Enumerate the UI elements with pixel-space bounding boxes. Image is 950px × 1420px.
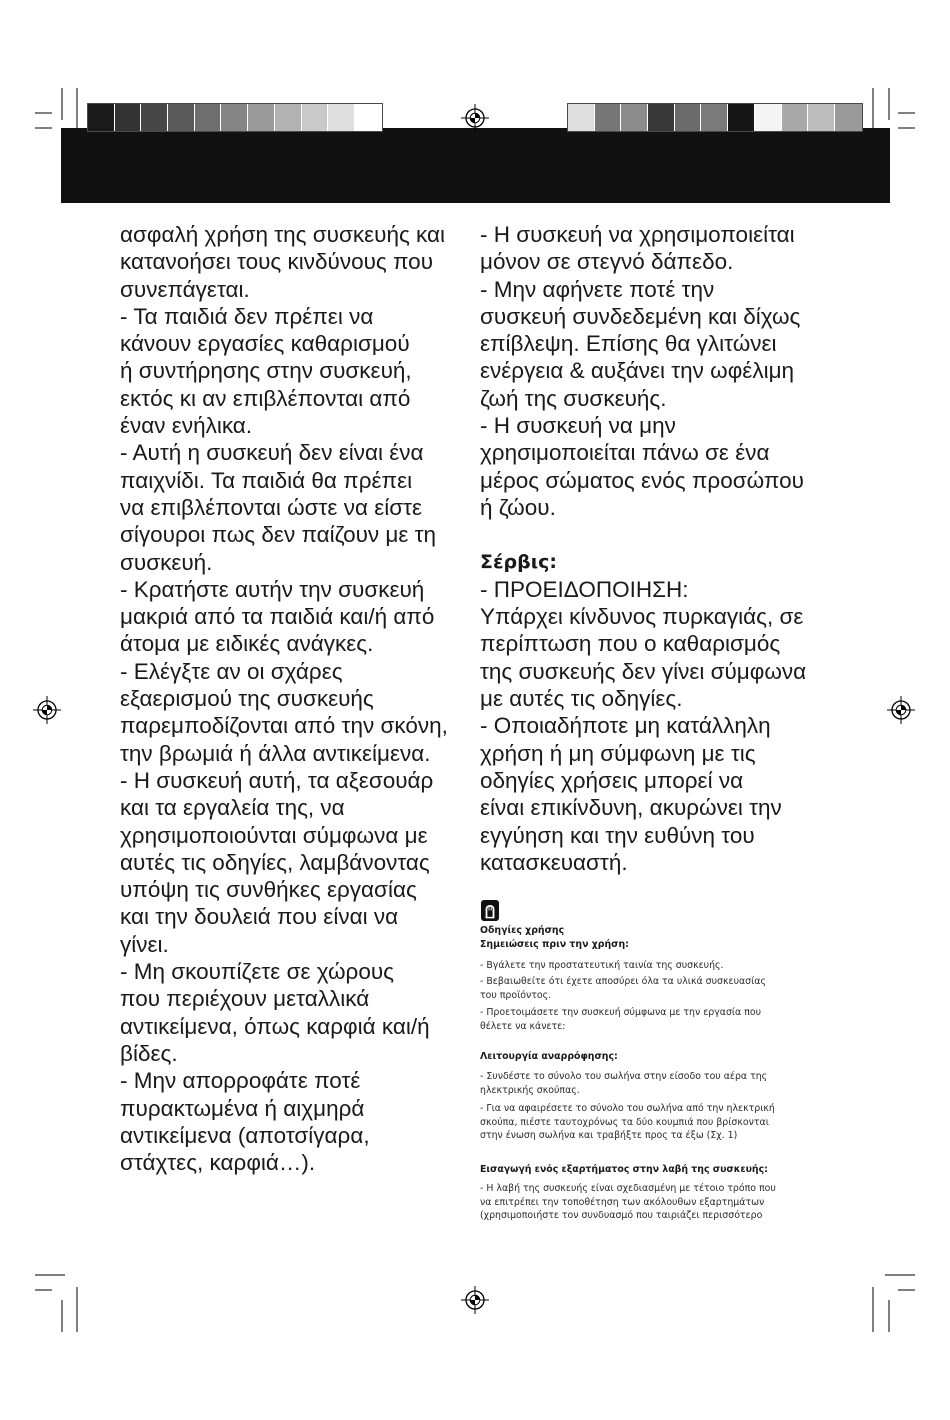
color-swatch <box>728 104 755 131</box>
accessory-item: - Η λαβή της συσκευής είναι σχεδιασμένη με τέτοιο τρόπο που να επιτρέπει την τοποθέτηση των ακόλουθων εξαρτημάτων (χρησιμοποιήστε τον συνδυασμό που ταιριάζει περισσότερο <box>480 1183 776 1221</box>
registration-mark-left <box>33 696 61 724</box>
usage-subtitle: Σημειώσεις πριν την χρήση: <box>480 938 629 950</box>
left-paragraph: - Κρατήστε αυτήν την συσκευή μακριά από τα παιδιά και/ή από άτομα με ειδικές ανάγκες. <box>120 576 435 657</box>
registration-mark-bottom <box>461 1286 489 1314</box>
color-swatch <box>141 104 168 131</box>
accessory-heading: Εισαγωγή ενός εξαρτήματος στην λαβή της συσκευής: <box>480 1164 768 1175</box>
suction-heading: Λειτουργία αναρρόφησης: <box>480 1051 618 1062</box>
color-swatch <box>275 104 302 131</box>
hand-icon <box>481 900 499 921</box>
crop-mark-bottom-left <box>35 1275 77 1332</box>
color-swatch <box>808 104 835 131</box>
color-swatch <box>595 104 622 131</box>
usage-title: Οδηγίες χρήσης <box>480 925 565 936</box>
color-swatch <box>221 104 248 131</box>
right-paragraph: - Η συσκευή να μην χρησιμοποιείται πάνω σε ένα μέρος σώματος ενός προσώπου ή ζώου. <box>480 413 804 520</box>
crop-mark-top-right <box>873 88 915 128</box>
service-heading: Σέρβις: <box>480 550 558 573</box>
color-swatch <box>355 104 382 131</box>
before-use-item: - Προετοιμάσετε την συσκευή σύμφωνα με την εργασία που θέλετε να κάνετε: <box>480 1007 762 1032</box>
suction-item: - Για να αφαιρέσετε το σύνολο του σωλήνα από την ηλεκτρική σκούπα, πιέστε ταυτοχρόνως τα δύο κουμπιά που βρίσκονται στην ένωση σωλήνα και τραβήξτε προς τα έξω (Σχ. 1) <box>480 1103 775 1141</box>
color-swatch <box>88 104 115 131</box>
left-paragraph: - Αυτή η συσκευή δεν είναι ένα παιχνίδι. Τα παιδιά θα πρέπει να επιβλέπονται ώστε να είστε σίγουροι πως δεν παίζουν με τη συσκευή. <box>120 440 437 575</box>
color-swatch <box>648 104 675 131</box>
left-paragraph: - Ελέγξτε αν οι σχάρες εξαερισμού της συσκευής παρεμποδίζονται από την σκόνη, την βρωμιά ή άλλα αντικείμενα. <box>120 658 448 766</box>
left-paragraph: - Μην απορροφάτε ποτέ πυρακτωμένα ή αιχμηρά αντικείμενα (αποτσίγαρα, στάχτες, καρφιά…). <box>120 1068 370 1176</box>
left-paragraph: - Τα παιδιά δεν πρέπει να κάνουν εργασίες καθαρισμού ή συντήρησης στην συσκευή, εκτός κι αν επιβλέπονται από έναν ενήλικα. <box>120 303 412 439</box>
color-swatch <box>755 104 782 131</box>
left-paragraph: - Η συσκευή αυτή, τα αξεσουάρ και τα εργαλεία της, να χρησιμοποιούνται σύμφωνα με αυτές τις οδηγίες, λαμβάνοντας υπόψη τις συνθήκες εργασίας και την δουλειά που είναι να γίνει. <box>120 767 434 957</box>
color-swatch <box>115 104 142 131</box>
header-band <box>61 128 890 203</box>
right-paragraph: - Η συσκευή να χρησιμοποιείται μόνον σε στεγνό δάπεδο. <box>480 222 795 275</box>
color-swatch <box>701 104 728 131</box>
left-text-column <box>120 221 448 1176</box>
color-swatch <box>195 104 222 131</box>
crop-mark-bottom-right <box>873 1275 915 1332</box>
crop-mark-top-left <box>35 88 77 128</box>
grayscale-color-bar-right <box>568 104 862 131</box>
right-paragraph: - ΠΡΟΕΙΔΟΠΟΙΗΣΗ: Υπάρχει κίνδυνος πυρκαγιάς, σε περίπτωση που ο καθαρισμός της συσκευής δεν γίνει σύμφωνα με αυτές τις οδηγίες. <box>480 576 807 712</box>
color-swatch <box>302 104 329 131</box>
left-paragraph: ασφαλή χρήση της συσκευής και κατανοήσει τους κινδύνους που συνεπάγεται. <box>120 222 446 302</box>
color-swatch <box>568 104 595 131</box>
color-swatch <box>168 104 195 131</box>
before-use-item: - Βεβαιωθείτε ότι έχετε αποσύρει όλα τα υλικά συσκευασίας του προϊόντος. <box>480 976 766 1001</box>
color-swatch <box>328 104 355 131</box>
right-paragraph: - Μην αφήνετε ποτέ την συσκευή συνδεδεμένη και δίχως επίβλεψη. Επίσης θα γλιτώνει ενέργεια & αυξάνει την ωφέλιμη ζωή της συσκευής. <box>480 276 801 411</box>
grayscale-color-bar-left <box>88 104 382 131</box>
color-swatch <box>621 104 648 131</box>
right-text-column <box>480 221 806 876</box>
color-swatch <box>248 104 275 131</box>
right-paragraph: - Οποιαδήποτε μη κατάλληλη χρήση ή μη σύμφωνη με τις οδηγίες χρήσεις μπορεί να είναι επικίνδυνη, ακυρώνει την εγγύηση και την ευθύνη του κατασκευαστή. <box>480 713 782 875</box>
color-swatch <box>675 104 702 131</box>
registration-mark-right <box>887 696 915 724</box>
color-swatch <box>782 104 809 131</box>
before-use-item: - Βγάλετε την προστατευτική ταινία της συσκευής. <box>480 960 724 971</box>
left-paragraph: - Μη σκουπίζετε σε χώρους που περιέχουν μεταλλικά αντικείμενα, όπως καρφιά και/ή βίδες. <box>120 959 430 1066</box>
suction-item: - Συνδέστε το σύνολο του σωλήνα στην είσοδο του αέρα της ηλεκτρικής σκούπας. <box>480 1071 768 1096</box>
color-swatch <box>835 104 862 131</box>
